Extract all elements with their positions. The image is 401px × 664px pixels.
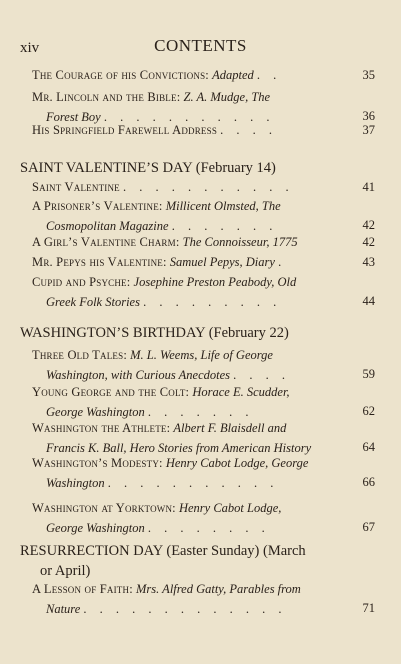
toc-entry[interactable] bbox=[32, 121, 375, 141]
entry-title: Young George and the Colt: bbox=[32, 385, 190, 399]
entry-line-2 bbox=[32, 474, 375, 494]
entry-source: Albert F. Blaisdell and bbox=[173, 421, 287, 435]
page-number: 67 bbox=[362, 520, 375, 534]
entry-line-1 bbox=[32, 499, 375, 519]
leader-dots: . . . . . . . . . bbox=[143, 294, 282, 309]
entry-title: A Girl’s Valentine Charm: bbox=[32, 235, 180, 249]
entry-title: Washington’s Modesty: bbox=[32, 456, 163, 470]
leader-dots: . . . . . . . . . . . bbox=[107, 475, 279, 490]
entry-line-1 bbox=[32, 233, 375, 253]
section-heading: SAINT VALENTINE’S DAY (February 14) bbox=[20, 160, 276, 176]
entry-line-2 bbox=[32, 293, 375, 313]
toc-entry[interactable] bbox=[32, 499, 375, 538]
entry-title: Three Old Tales: bbox=[32, 348, 127, 362]
toc-entry[interactable] bbox=[32, 273, 375, 312]
entry-line-1 bbox=[32, 88, 375, 108]
toc-entry[interactable] bbox=[32, 178, 375, 198]
entry-source-continued: Nature bbox=[46, 601, 81, 616]
leader-dots: . . . . . . . bbox=[171, 218, 278, 233]
page-number: 66 bbox=[362, 475, 375, 489]
toc-entry[interactable] bbox=[32, 383, 375, 422]
entry-source-continued: Francis K. Ball, Hero Stories from American History bbox=[46, 440, 312, 455]
entry-title: The Courage of his Convictions: bbox=[32, 68, 209, 82]
entry-title: Mr. Pepys his Valentine: bbox=[32, 255, 167, 269]
page-number: 42 bbox=[362, 218, 375, 232]
entry-source-continued: Forest Boy bbox=[46, 109, 101, 124]
entry-source: Z. A. Mudge, The bbox=[183, 90, 271, 104]
leader-dots: . bbox=[278, 255, 287, 269]
entry-line-2 bbox=[32, 600, 375, 620]
page-number: 43 bbox=[362, 255, 375, 269]
toc-entry[interactable] bbox=[32, 197, 375, 236]
entry-source-continued: George Washington bbox=[46, 520, 145, 535]
entry-source: Adapted bbox=[212, 68, 254, 82]
entry-line-1 bbox=[32, 66, 375, 86]
leader-dots: . . . . bbox=[220, 123, 278, 137]
entry-line-1 bbox=[32, 197, 375, 217]
entry-title: Saint Valentine bbox=[32, 180, 120, 194]
entry-title: Mr. Lincoln and the Bible: bbox=[32, 90, 181, 104]
entry-title: A Prisoner’s Valentine: bbox=[32, 199, 163, 213]
page-number: 41 bbox=[362, 180, 375, 194]
entry-title: Washington the Athlete: bbox=[32, 421, 171, 435]
entry-line-1 bbox=[32, 121, 375, 141]
leader-dots: . . . . bbox=[233, 367, 291, 382]
entry-source: Mrs. Alfred Gatty, Parables from bbox=[136, 582, 301, 596]
page-number: 42 bbox=[362, 235, 375, 249]
page-number: 36 bbox=[362, 109, 375, 123]
page-number: 62 bbox=[362, 404, 375, 418]
section-heading: RESURRECTION DAY (Easter Sunday) (March bbox=[20, 543, 306, 559]
leader-dots: . . . . . . . . . . . . . bbox=[83, 601, 287, 616]
running-head: CONTENTS bbox=[154, 36, 247, 55]
entry-line-1 bbox=[32, 253, 375, 273]
page-number: 64 bbox=[362, 440, 375, 454]
toc-entry[interactable] bbox=[32, 66, 375, 86]
entry-line-1 bbox=[32, 454, 375, 474]
page-number: 35 bbox=[362, 68, 375, 82]
toc-entry[interactable] bbox=[32, 346, 375, 385]
entry-line-1 bbox=[32, 419, 375, 439]
toc-entry[interactable] bbox=[32, 253, 375, 273]
entry-source: Henry Cabot Lodge, George bbox=[165, 456, 309, 470]
leader-dots: . . . . . . . bbox=[147, 404, 254, 419]
leader-dots: . . bbox=[256, 68, 282, 82]
section-heading-continued: or April) bbox=[40, 563, 91, 579]
entry-source: Horace E. Scudder, bbox=[192, 385, 290, 399]
toc-entry[interactable] bbox=[32, 419, 375, 458]
page-number: 71 bbox=[362, 601, 375, 615]
entry-source: M. L. Weems, Life of George bbox=[130, 348, 273, 362]
entry-source: Henry Cabot Lodge, bbox=[178, 501, 282, 515]
entry-title: A Lesson of Faith: bbox=[32, 582, 133, 596]
page-number: 44 bbox=[362, 294, 375, 308]
toc-entry[interactable] bbox=[32, 233, 375, 253]
leader-dots: . . . . . . . . . . . bbox=[103, 109, 275, 124]
entry-line-1 bbox=[32, 580, 375, 600]
entry-line-1 bbox=[32, 178, 375, 198]
leader-dots: . . . . . . . . bbox=[147, 520, 270, 535]
toc-entry[interactable] bbox=[32, 454, 375, 493]
entry-source-continued: Washington bbox=[46, 475, 105, 490]
entry-source-continued: Washington, with Curious Anecdotes bbox=[46, 367, 231, 382]
entry-source: Millicent Olmsted, The bbox=[165, 199, 281, 213]
entry-source: The Connoisseur, 1775 bbox=[182, 235, 298, 249]
entry-source: Josephine Preston Peabody, Old bbox=[133, 275, 297, 289]
entry-title: His Springfield Farewell Address bbox=[32, 123, 218, 137]
entry-source: Samuel Pepys, Diary bbox=[169, 255, 275, 269]
entry-source-continued: Greek Folk Stories bbox=[46, 294, 140, 309]
page-number: 37 bbox=[362, 123, 375, 137]
leader-dots: . . . . . . . . . . . bbox=[122, 180, 294, 194]
entry-line-1 bbox=[32, 273, 375, 293]
entry-source-continued: Cosmopolitan Magazine bbox=[46, 218, 169, 233]
entry-line-1 bbox=[32, 346, 375, 366]
entry-line-2 bbox=[32, 519, 375, 539]
page-number: 59 bbox=[362, 367, 375, 381]
section-heading: WASHINGTON’S BIRTHDAY (February 22) bbox=[20, 325, 289, 341]
page-header bbox=[20, 36, 381, 56]
folio: xiv bbox=[20, 40, 40, 56]
entry-line-1 bbox=[32, 383, 375, 403]
entry-title: Washington at Yorktown: bbox=[32, 501, 176, 515]
entry-title: Cupid and Psyche: bbox=[32, 275, 131, 289]
toc-entry[interactable] bbox=[32, 580, 375, 619]
entry-source-continued: George Washington bbox=[46, 404, 145, 419]
